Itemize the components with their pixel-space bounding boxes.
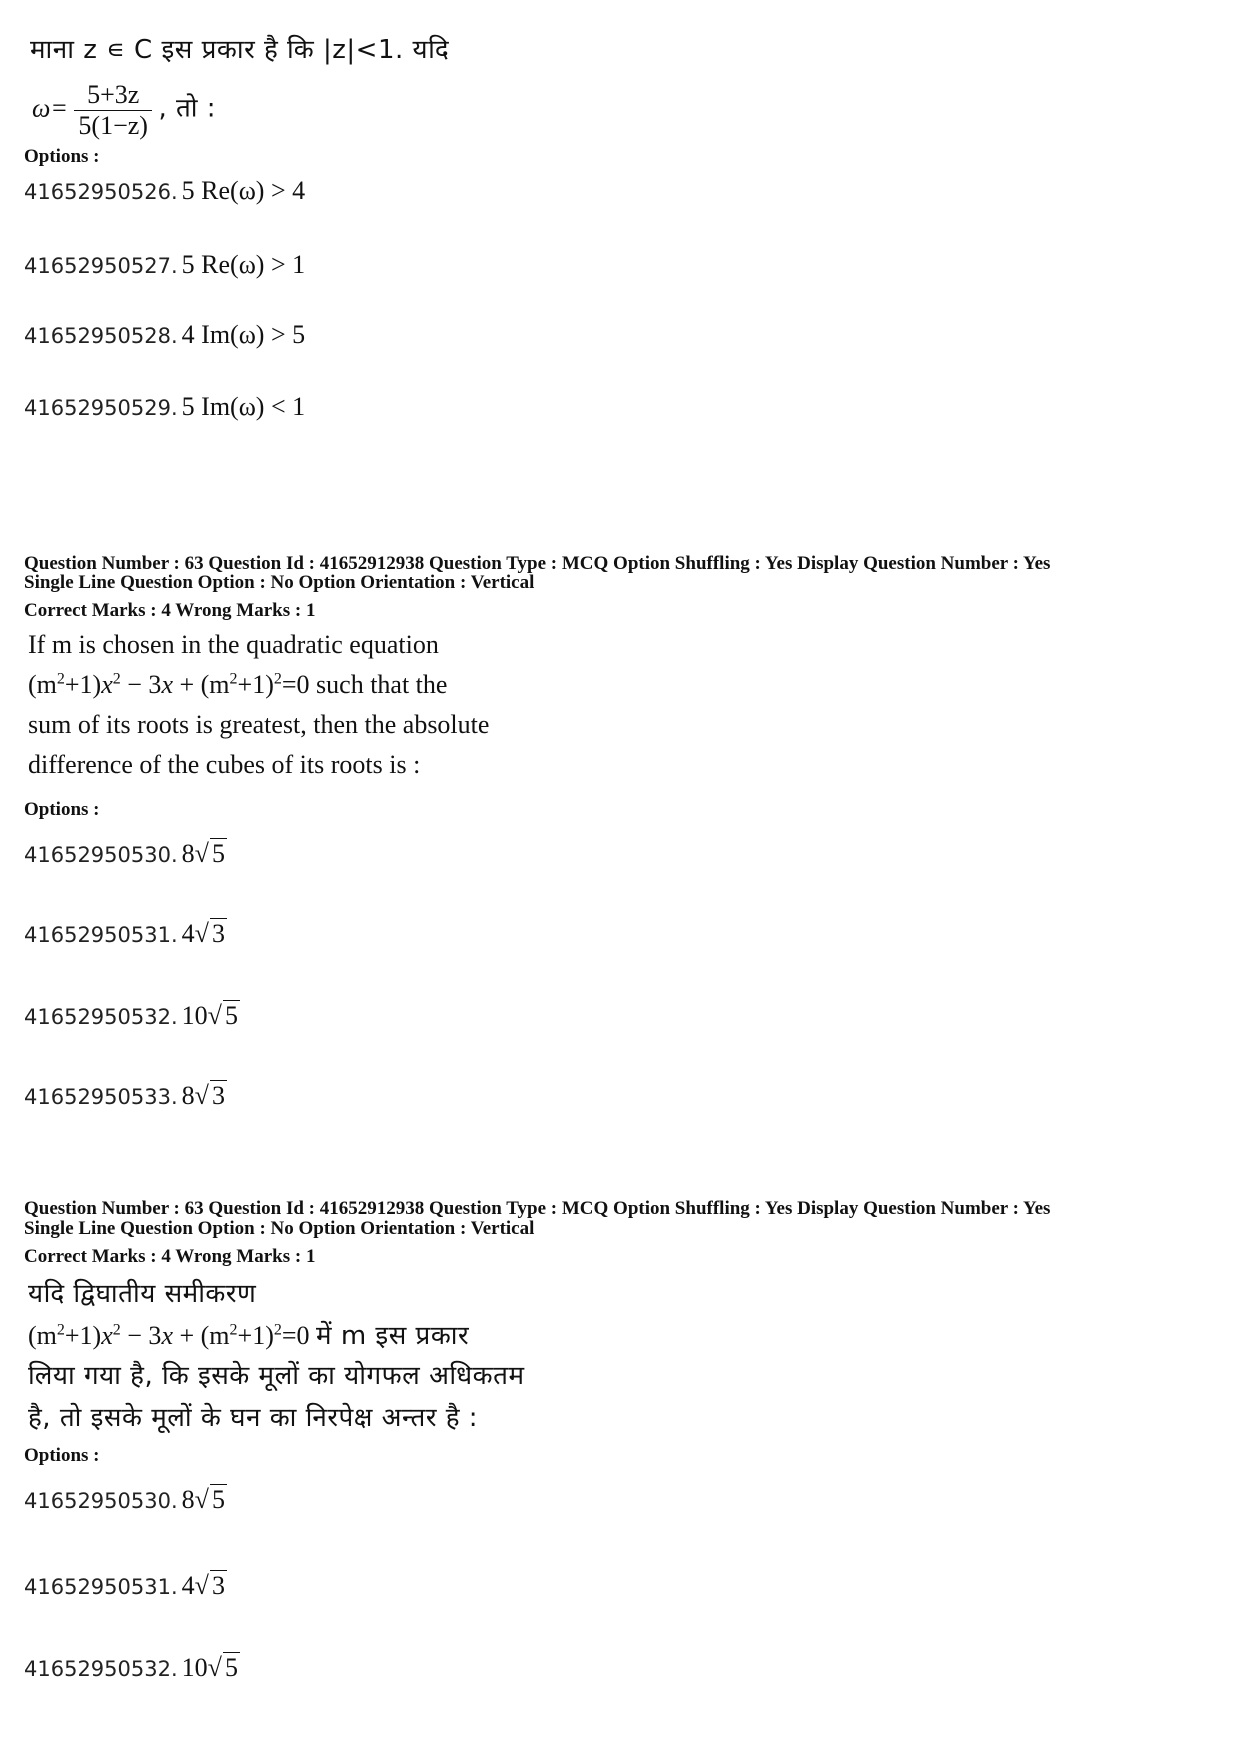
option-value: 10√ 5 bbox=[181, 1001, 238, 1030]
option-id: 41652950530. bbox=[24, 843, 178, 867]
option-value: 4√ 3 bbox=[181, 1571, 225, 1600]
q1-options-label: Options : bbox=[24, 799, 100, 820]
q0-omega-lhs: ω= bbox=[32, 93, 68, 123]
q0-omega-tail: , तो : bbox=[158, 93, 217, 124]
option-id: 41652950533. bbox=[24, 1085, 178, 1109]
option-id: 41652950532. bbox=[24, 1657, 178, 1681]
q0-omega-expression bbox=[32, 80, 216, 141]
option-id: 41652950530. bbox=[24, 1489, 178, 1513]
option-value: 5 Re(ω) > 1 bbox=[181, 250, 306, 279]
option-value: 5 Re(ω) > 4 bbox=[181, 176, 306, 205]
q1-text-line2-tail: such that the bbox=[316, 670, 448, 699]
option-row[interactable] bbox=[24, 1484, 227, 1515]
q1-text-line1: If m is chosen in the quadratic equation bbox=[28, 630, 439, 659]
option-row[interactable] bbox=[24, 250, 305, 280]
q1-meta-line2: Single Line Question Option : No Option Orientation : Vertical bbox=[24, 572, 535, 593]
q2-meta-line2: Single Line Question Option : No Option Orientation : Vertical bbox=[24, 1218, 535, 1239]
option-row[interactable] bbox=[24, 392, 305, 422]
option-row[interactable] bbox=[24, 1652, 240, 1683]
option-id: 41652950528. bbox=[24, 324, 178, 348]
q1-marks: Correct Marks : 4 Wrong Marks : 1 bbox=[24, 600, 316, 621]
option-row[interactable] bbox=[24, 1080, 227, 1111]
option-id: 41652950532. bbox=[24, 1005, 178, 1029]
option-id: 41652950531. bbox=[24, 1575, 178, 1599]
q0-omega-numerator: 5+3z bbox=[74, 80, 152, 111]
option-row[interactable] bbox=[24, 1570, 227, 1601]
q1-text-line3: sum of its roots is greatest, then the absolute bbox=[28, 710, 490, 739]
option-value: 10√ 5 bbox=[181, 1653, 238, 1682]
option-id: 41652950531. bbox=[24, 923, 178, 947]
q2-marks: Correct Marks : 4 Wrong Marks : 1 bbox=[24, 1246, 316, 1267]
option-row[interactable] bbox=[24, 838, 227, 869]
option-value: 8√ 5 bbox=[181, 839, 225, 868]
option-row[interactable] bbox=[24, 320, 305, 350]
q2-options-label: Options : bbox=[24, 1445, 100, 1466]
option-value: 8√ 5 bbox=[181, 1485, 225, 1514]
q2-meta-line1: Question Number : 63 Question Id : 41652912938 Question Type : MCQ Option Shuffling : Yes Display Question Number : Yes bbox=[24, 1198, 1051, 1219]
option-value: 4 Im(ω) > 5 bbox=[181, 320, 306, 349]
q2-text-line2 bbox=[28, 1316, 469, 1352]
q2-text-line2-tail: में m इस प्रकार bbox=[316, 1321, 470, 1351]
q2-text-line1: यदि द्विघातीय समीकरण bbox=[28, 1279, 257, 1309]
option-id: 41652950527. bbox=[24, 254, 178, 278]
option-value: 8√ 3 bbox=[181, 1081, 225, 1110]
option-row[interactable] bbox=[24, 1000, 240, 1031]
q1-text-line4: difference of the cubes of its roots is : bbox=[28, 750, 421, 779]
option-value: 4√ 3 bbox=[181, 919, 225, 948]
q2-equation: $(m^2+1)x^2 - 3x + (m^2+1)^2=0$ bbox=[28, 1321, 310, 1350]
q1-meta-line1: Question Number : 63 Question Id : 41652912938 Question Type : MCQ Option Shuffling : Yes Display Question Number : Yes bbox=[24, 553, 1051, 574]
option-value: 5 Im(ω) < 1 bbox=[181, 392, 306, 421]
option-id: 41652950526. bbox=[24, 180, 178, 204]
option-row[interactable] bbox=[24, 918, 227, 949]
option-id: 41652950529. bbox=[24, 396, 178, 420]
q0-omega-denominator: 5(1−z) bbox=[78, 111, 148, 140]
q0-options-label: Options : bbox=[24, 146, 100, 167]
q1-equation: $(m^2+1)x^2 - 3x + (m^2+1)^2=0$ bbox=[28, 670, 310, 699]
q2-text-line3: लिया गया है, कि इसके मूलों का योगफल अधिकतम bbox=[28, 1361, 525, 1391]
q0-omega-fraction bbox=[74, 80, 152, 141]
q1-text-line2 bbox=[28, 670, 447, 700]
q0-text-line1: माना z ∊ C इस प्रकार है कि |z|<1. यदि bbox=[30, 35, 450, 65]
option-row[interactable] bbox=[24, 176, 305, 206]
q2-text-line4: है, तो इसके मूलों के घन का निरपेक्ष अन्तर है : bbox=[28, 1403, 479, 1433]
